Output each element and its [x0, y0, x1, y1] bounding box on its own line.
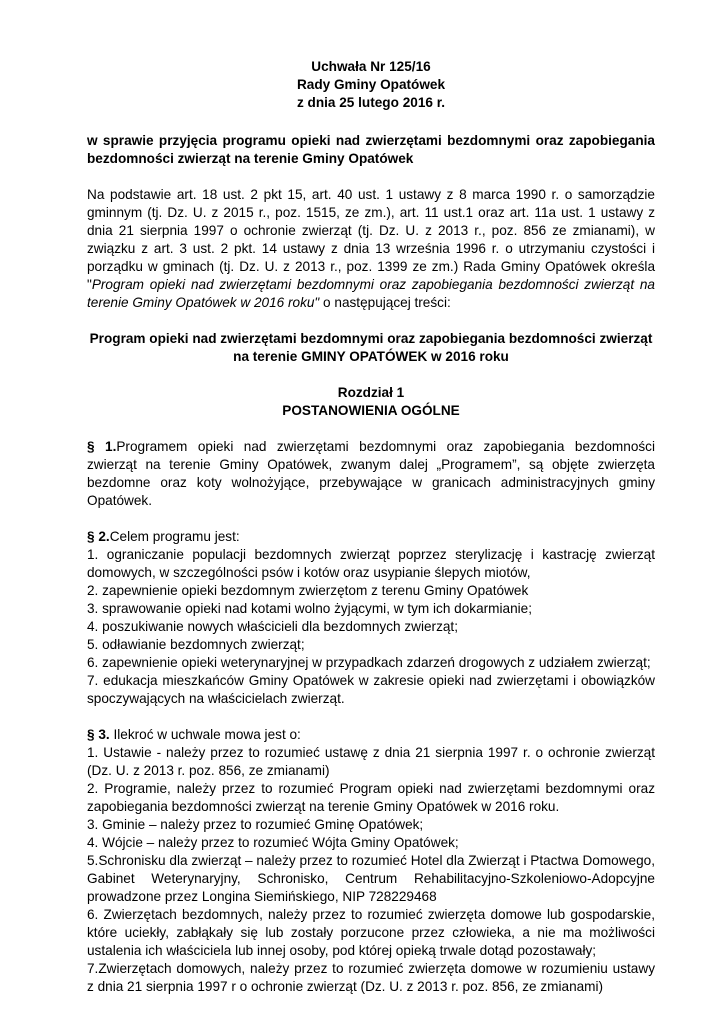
list-item: 4. Wójcie – należy przez to rozumieć Wójta Gminy Opatówek;: [87, 835, 459, 850]
section-2-intro: Celem programu jest:: [109, 529, 240, 544]
list-item: 7.Zwierzętach domowych, należy przez to rozumieć zwierzęta domowe w rozumieniu ustawy z dnia 21 sierpnia 1997 r o ochronie zwierząt (Dz. U. z 2013 r. poz. 856, ze zmianami): [87, 961, 655, 994]
list-item: 2. Programie, należy przez to rozumieć Program opieki nad zwierzętami bezdomnymi oraz zapobiegania bezdomności zwierząt na terenie Gminy Opatówek w 2016 roku.: [87, 781, 655, 814]
list-item: 5.Schronisku dla zwierząt – należy przez to rozumieć Hotel dla Zwierząt i Ptactwa Domowego, Gabinet Weterynaryjny, Schronisko, Centrum Rehabilitacyjno-Szkoleniowo-Adopcyjne prowadzone przez Longina Siemińskiego, NIP 728229468: [87, 853, 655, 904]
preamble-part2: o następującej treści:: [319, 295, 451, 310]
list-item: 6. zapewnienie opieki weterynaryjnej w przypadkach zdarzeń drogowych z udziałem zwierząt;: [87, 655, 651, 670]
chapter-label: Rozdział 1: [337, 385, 405, 400]
list-item: 5. odławianie bezdomnych zwierząt;: [87, 637, 305, 652]
list-item: 3. Gminie – należy przez to rozumieć Gminę Opatówek;: [87, 817, 424, 832]
resolution-header: [87, 58, 655, 112]
preamble: [87, 186, 655, 312]
preamble-italic: Program opieki nad zwierzętami bezdomnymi oraz zapobiegania bezdomności zwierząt na terenie Gminy Opatówek w 2016 roku": [87, 277, 655, 310]
list-item: 3. sprawowanie opieki nad kotami wolno żyjącymi, w tym ich dokarmianie;: [87, 601, 533, 616]
section-3: [87, 726, 655, 996]
resolution-number: Uchwała Nr 125/16: [311, 59, 431, 74]
section-1: [87, 438, 655, 510]
section-3-intro: Ilekroć w uchwale mowa jest o:: [109, 727, 301, 742]
chapter-title: POSTANOWIENIA OGÓLNE: [282, 403, 460, 418]
section-3-number: § 3.: [87, 727, 110, 742]
program-title: Program opieki nad zwierzętami bezdomnymi oraz zapobiegania bezdomności zwierząt na terenie GMINY OPATÓWEK w 2016 roku: [89, 331, 653, 364]
section-2: [87, 528, 655, 708]
preamble-part1: Na podstawie art. 18 ust. 2 pkt 15, art. 40 ust. 1 ustawy z 8 marca 1990 r. o samorządzie gminnym (tj. Dz. U. z 2015 r., poz. 1515, ze zm.), art. 11 ust.1 oraz art. 11a ust. 1 ustawy z dnia 21 sierpnia 1997 o ochronie zwierząt (tj. Dz. U. z 2013 r., poz. 856 ze zmianami), w związku z art. 3 ust. 2 pkt. 14 ustawy z dnia 13 września 1996 r. o utrzymaniu czystości i porządku w gminach (tj. Dz. U. z 2013 r., poz. 1399 ze zm.) Rada Gminy Opatówek określa ": [87, 187, 655, 292]
list-item: 1. ograniczanie populacji bezdomnych zwierząt poprzez sterylizację i kastrację zwierząt domowych, w szczególności psów i kotów oraz usypianie ślepych miotów,: [87, 547, 655, 580]
section-2-number: § 2.: [87, 529, 110, 544]
council-name: Rady Gminy Opatówek: [296, 77, 446, 92]
resolution-date: z dnia 25 lutego 2016 r.: [296, 95, 446, 110]
resolution-subject: w sprawie przyjęcia programu opieki nad zwierzętami bezdomnymi oraz zapobiegania bezdomności zwierząt na terenie Gminy Opatówek: [87, 133, 655, 166]
section-1-number: § 1.: [87, 439, 117, 454]
list-item: 4. poszukiwanie nowych właścicieli dla bezdomnych zwierząt;: [87, 619, 458, 634]
list-item: 1. Ustawie - należy przez to rozumieć ustawę z dnia 21 sierpnia 1997 r. o ochronie zwierząt (Dz. U. z 2013 r. poz. 856, ze zmianami): [87, 745, 655, 778]
list-item: 7. edukacja mieszkańców Gminy Opatówek w zakresie opieki nad zwierzętami i obowiązków spoczywających na właścicielach zwierząt.: [87, 673, 655, 706]
list-item: 2. zapewnienie opieki bezdomnym zwierzętom z terenu Gminy Opatówek: [87, 583, 529, 598]
section-1-text: Programem opieki nad zwierzętami bezdomnymi oraz zapobiegania bezdomności zwierząt na terenie Gminy Opatówek, zwanym dalej „Programem”, są objęte zwierzęta bezdomne oraz koty wolnożyjące, przebywające w granicach administracyjnych gminy Opatówek.: [87, 439, 655, 508]
list-item: 6. Zwierzętach bezdomnych, należy przez to rozumieć zwierzęta domowe lub gospodarskie, które uciekły, zabłąkały się lub zostały porzucone przez człowieka, a nie ma możliwości ustalenia ich właściciela lub innej osoby, pod której opieką trwale dotąd pozostawały;: [87, 907, 655, 958]
chapter-heading: [87, 384, 655, 420]
document-page: [87, 58, 655, 996]
